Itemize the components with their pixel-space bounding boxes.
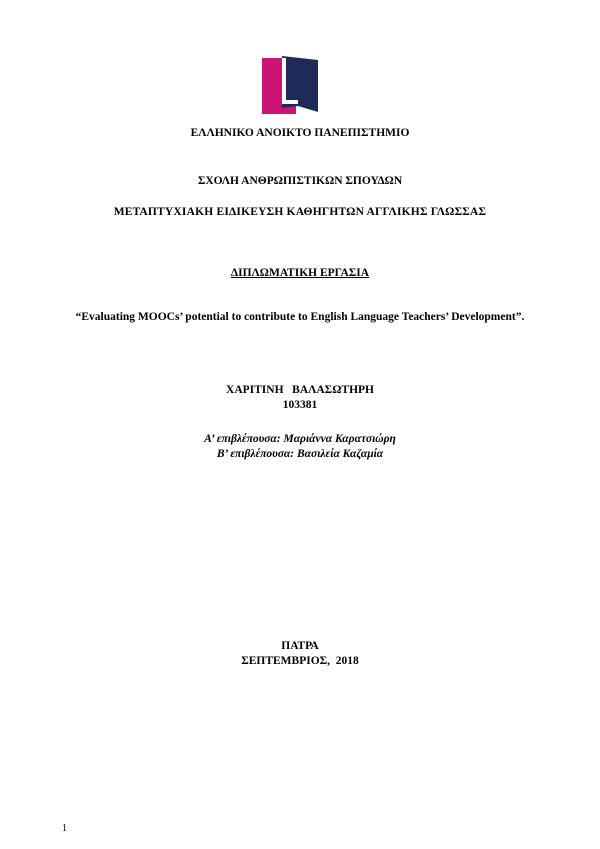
document-type [0, 266, 600, 280]
author-name: ΧΑΡΙΤΙΝΗ ΒΑΛΑΣΩΤΗΡΗ [226, 384, 374, 396]
author-id: 103381 [282, 399, 318, 411]
place: ΠΑΤΡΑ [281, 640, 319, 652]
thesis-title: “Evaluating MOOCs’ potential to contribute to English Language Teachers’ Development”. [75, 311, 525, 323]
university-name: ΕΛΛΗΝΙΚΟ ΑΝΟΙΚΤΟ ΠΑΝΕΠΙΣΤΗΜΙΟ [190, 127, 410, 139]
page-number: 1 [62, 823, 67, 834]
school-name: ΣΧΟΛΗ ΑΝΘΡΩΠΙΣΤΙΚΩΝ ΣΠΟΥΔΩΝ [197, 175, 403, 187]
date: ΣΕΠΤΕΜΒΡΙΟΣ, 2018 [241, 655, 359, 667]
program-name: ΜΕΤΑΠΤΥΧΙΑΚΗ ΕΙΔΙΚΕΥΣΗ ΚΑΘΗΓΗΤΩΝ ΑΓΓΛΙΚΗΣ ΓΛΩΣΣΑΣ [113, 206, 487, 218]
first-supervisor: Α’ επιβλέπουσα: Μαριάννα Καρατσιώρη [204, 433, 396, 445]
university-logo-icon [262, 56, 318, 114]
second-supervisor: Β’ επιβλέπουσα: Βασιλεία Καζαμία [216, 448, 384, 460]
document-type-text: ΔΙΠΛΩΜΑΤΙΚΗ ΕΡΓΑΣΙΑ [230, 267, 370, 279]
